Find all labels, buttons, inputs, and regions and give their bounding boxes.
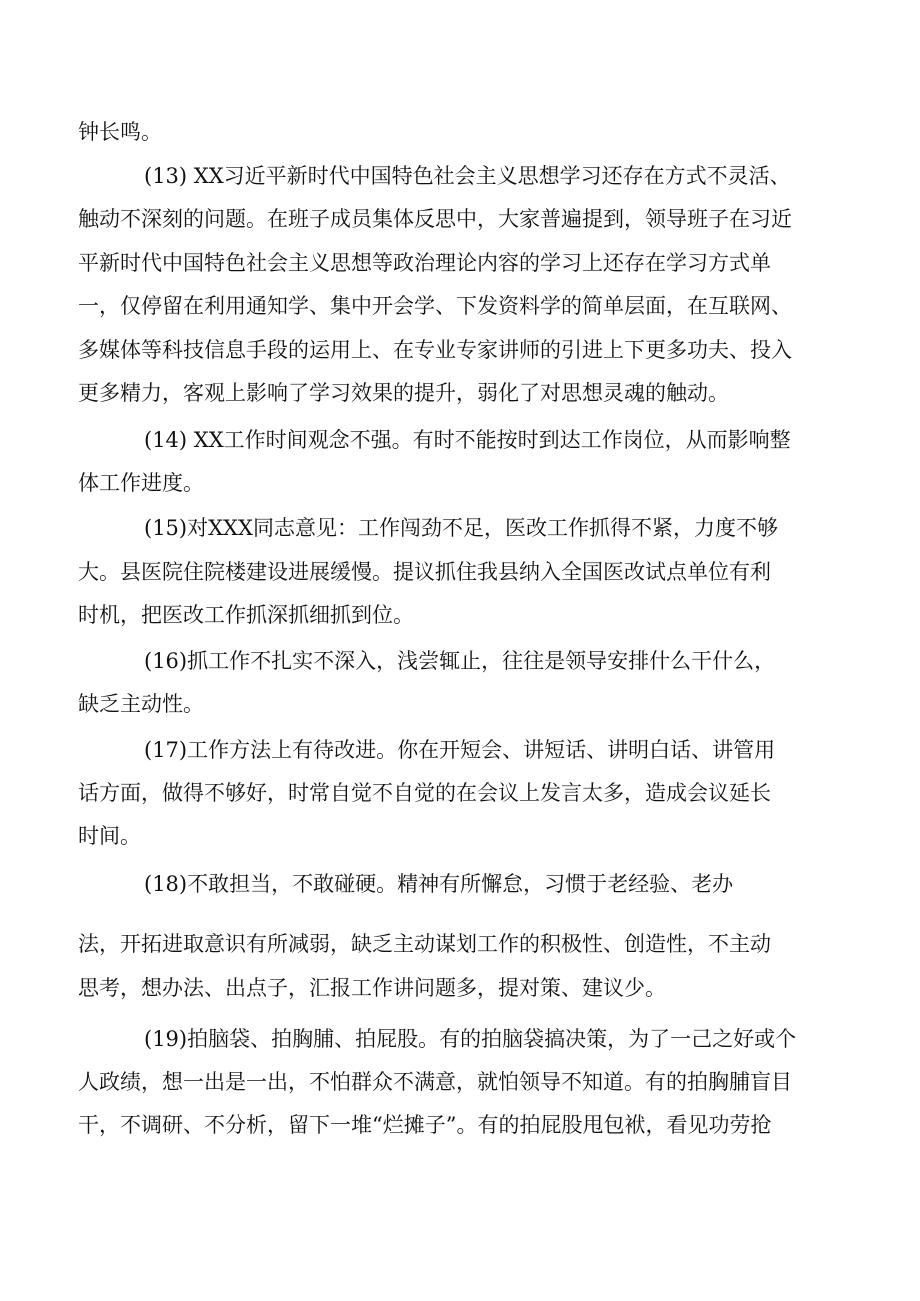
- text-line: 人政绩，想一出是一出，不怕群众不满意，就怕领导不知道。有的拍胸脯盲目: [78, 1070, 792, 1094]
- text-line: 钟长鸣。: [78, 120, 162, 144]
- text-line: 时机，把医改工作抓深抓细抓到位。: [78, 603, 414, 627]
- text-line: (17)工作方法上有待改进。你在开短会、讲短话、讲明白话、讲管用: [144, 738, 776, 762]
- text-line: 大。县医院住院楼建设进展缓慢。提议抓住我县纳入全国医改试点单位有利: [78, 560, 771, 584]
- text-line: 体工作进度。: [78, 471, 204, 495]
- text-line: 法，开拓进取意识有所减弱，缺乏主动谋划工作的积极性、创造性，不主动: [78, 932, 771, 956]
- text-line: 缺乏主动性。: [78, 692, 204, 716]
- text-line: (13) XX习近平新时代中国特色社会主义思想学习还存在方式不灵活、: [144, 164, 791, 188]
- text-line: 思考，想办法、出点子，汇报工作讲问题多，提对策、建议少。: [78, 976, 666, 1000]
- text-line: (15)对XXX同志意见：工作闯劲不足，医改工作抓得不紧，力度不够: [144, 516, 778, 540]
- text-line: 多媒体等科技信息手段的运用上、在专业专家讲师的引进上下更多功夫、投入: [78, 338, 792, 362]
- text-line: 平新时代中国特色社会主义思想等政治理论内容的学习上还存在学习方式单: [78, 251, 771, 275]
- text-line: 一，仅停留在利用通知学、集中开会学、下发资料学的简单层面，在互联网、: [78, 294, 792, 318]
- text-line: (19)拍脑袋、拍胸脯、拍屁股。有的拍脑袋搞决策，为了一己之好或个: [144, 1027, 797, 1051]
- text-line: (18)不敢担当，不敢碰硬。精神有所懈怠，习惯于老经验、老办: [144, 872, 734, 896]
- text-line: 话方面，做得不够好，时常自觉不自觉的在会议上发言太多，造成会议延长: [78, 781, 771, 805]
- text-line: 更多精力，客观上影响了学习效果的提升，弱化了对思想灵魂的触动。: [78, 381, 729, 405]
- text-line: (14) XX工作时间观念不强。有时不能按时到达工作岗位，从而影响整: [144, 428, 791, 452]
- text-line: 时间。: [78, 824, 141, 848]
- text-line: 触动不深刻的问题。在班子成员集体反思中，大家普遍提到，领导班子在习近: [78, 207, 792, 231]
- text-line: (16)抓工作不扎实不深入，浅尝辄止，往往是领导安排什么干什么，: [144, 649, 776, 673]
- text-line: 干，不调研、不分析，留下一堆“烂摊子”。有的拍屁股甩包袱，看见功劳抢: [78, 1113, 772, 1137]
